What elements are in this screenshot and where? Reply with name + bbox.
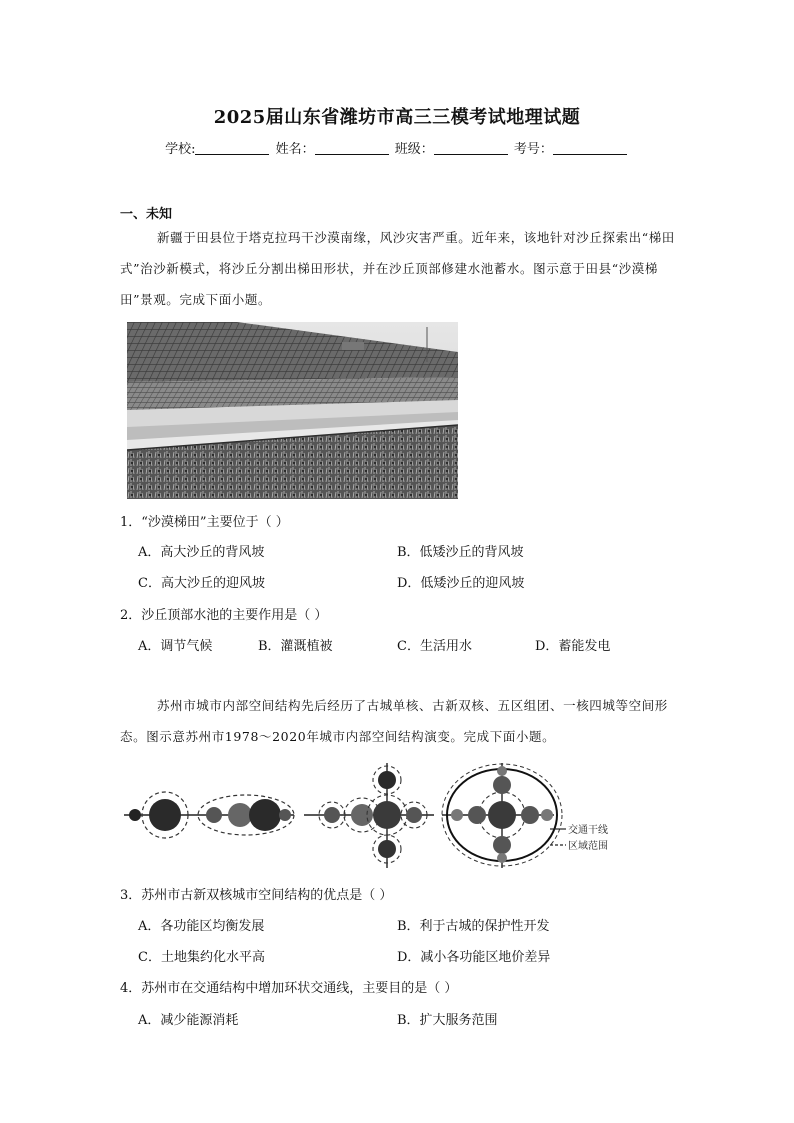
q4-option-b[interactable]: B．扩大服务范围 xyxy=(397,1013,498,1028)
q1-option-d[interactable]: D．低矮沙丘的迎风坡 xyxy=(397,576,525,591)
stage-dual-core xyxy=(197,795,294,835)
page-title: 2025届山东省潍坊市高三三模考试地理试题 xyxy=(213,107,581,128)
school-label: 学校: xyxy=(165,142,196,157)
stage-one-core-four-cities xyxy=(442,763,562,868)
question-1-stem: 1．“沙漠梯田”主要位于（ ） xyxy=(120,515,289,530)
q1-option-b[interactable]: B．低矮沙丘的背风坡 xyxy=(397,545,524,560)
q1-option-c[interactable]: C．高大沙丘的迎风坡 xyxy=(138,576,265,591)
question-3-stem: 3．苏州市古新双核城市空间结构的优点是（ ） xyxy=(120,888,393,903)
q1-option-a[interactable]: A．高大沙丘的背风坡 xyxy=(138,545,265,560)
question-4-stem: 4．苏州市在交通结构中增加环状交通线，主要目的是（ ） xyxy=(120,981,458,996)
q2-option-c[interactable]: C．生活用水 xyxy=(397,639,472,654)
q2-option-d[interactable]: D．蓄能发电 xyxy=(535,639,611,654)
section-heading: 一、未知 xyxy=(120,207,173,222)
legend-region-label: 区域范围 xyxy=(568,841,608,852)
q3-option-a[interactable]: A．各功能区均衡发展 xyxy=(138,919,265,934)
q4-option-a[interactable]: A．减少能源消耗 xyxy=(138,1013,239,1028)
desert-terrace-photo xyxy=(127,322,458,499)
name-blank[interactable] xyxy=(315,142,389,155)
class-blank[interactable] xyxy=(434,142,508,155)
exam-number-blank[interactable] xyxy=(553,142,627,155)
q2-option-b[interactable]: B．灌溉植被 xyxy=(258,639,333,654)
passage-desert-terrace: 新疆于田县位于塔克拉玛干沙漠南缘，风沙灾害严重。近年来，该地针对沙丘探索出“梯田式”治沙新模式，将沙丘分割出梯田形状，并在沙丘顶部修建水池蓄水。图示意于田县“沙漠梯田”景观。完成下面小题。 xyxy=(120,230,675,307)
q2-option-a[interactable]: A．调节气候 xyxy=(138,639,213,654)
passage-suzhou-structure: 苏州市城市内部空间结构先后经历了古城单核、古新双核、五区组团、一核四城等空间形态。图示意苏州市1978～2020年城市内部空间结构演变。完成下面小题。 xyxy=(120,698,668,744)
exam-number-label: 考号： xyxy=(513,142,553,157)
q3-option-d[interactable]: D．减小各功能区地价差异 xyxy=(397,950,551,965)
question-2-stem: 2．沙丘顶部水池的主要作用是（ ） xyxy=(120,608,328,623)
class-label: 班级： xyxy=(394,142,434,157)
q3-option-c[interactable]: C．土地集约化水平高 xyxy=(138,950,265,965)
q3-option-b[interactable]: B．利于古城的保护性开发 xyxy=(397,919,550,934)
suzhou-structure-diagram xyxy=(122,763,662,873)
legend-traffic-label: 交通干线 xyxy=(568,825,608,836)
name-label: 姓名： xyxy=(275,142,315,157)
student-info-line xyxy=(0,138,794,157)
stage-five-clusters xyxy=(304,763,434,868)
stage-single-core xyxy=(124,792,197,838)
school-blank[interactable] xyxy=(195,142,269,155)
